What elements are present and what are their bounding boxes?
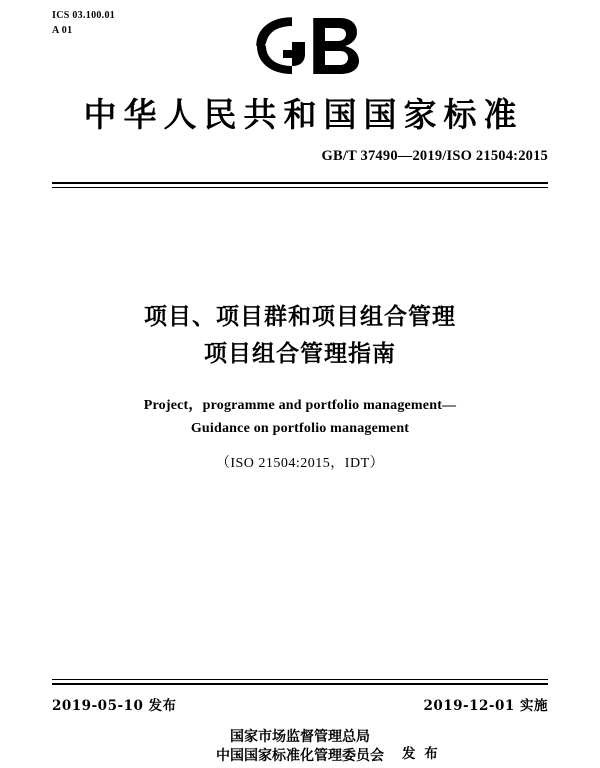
gb-logo-icon [230, 8, 370, 84]
class-code: A 01 [52, 25, 73, 36]
divider-top-thick [52, 182, 548, 184]
divider-top-thin [52, 187, 548, 188]
issue-date: 2019-05-10 发布 [52, 698, 177, 714]
standard-number: GB/T 37490—2019/ISO 21504:2015 [321, 148, 548, 164]
org-line-2: 中国国家标准化管理委员会 [216, 748, 384, 764]
effective-date: 2019-12-01 实施 [423, 698, 548, 714]
header-row [52, 8, 548, 94]
footer-organization [0, 728, 600, 766]
document-title-en-line1: Project，programme and portfolio management— [143, 398, 457, 413]
org-line-1: 国家市场监督管理总局 [230, 729, 370, 745]
document-title-en-line2: Guidance on portfolio management [190, 421, 410, 436]
ics-code: ICS 03.100.01 [52, 10, 116, 21]
iso-equivalence: （ISO 21504:2015，IDT） [215, 456, 385, 471]
footer-dates [52, 694, 548, 714]
document-title-cn [0, 298, 600, 372]
ics-block [52, 8, 115, 38]
divider-bottom-thick [52, 683, 548, 685]
publish-label: 发 布 [402, 746, 440, 762]
page-title: 中华人民共和国国家标准 [83, 95, 524, 134]
document-title-cn-line1: 项目、项目群和项目组合管理 [144, 303, 456, 330]
document-title-cn-line2: 项目组合管理指南 [204, 340, 396, 367]
document-title-en [0, 394, 600, 440]
divider-bottom-thin [52, 679, 548, 680]
